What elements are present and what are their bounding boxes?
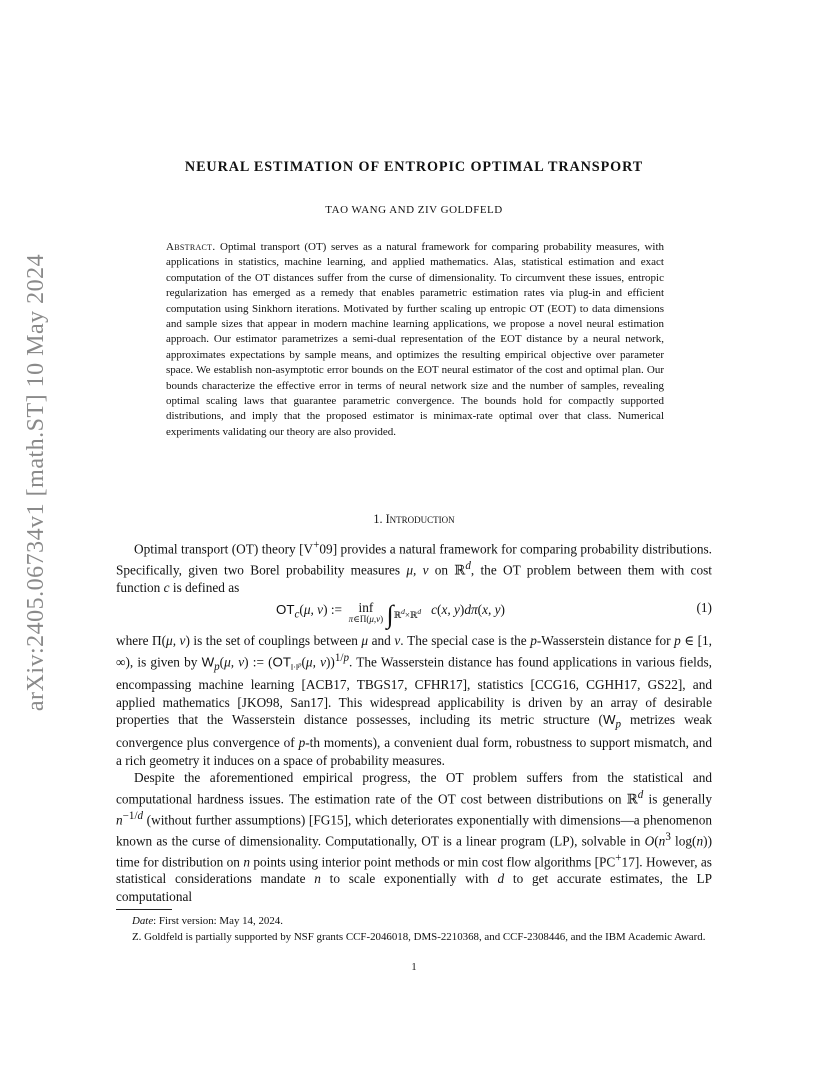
section-number: 1. — [373, 512, 383, 526]
arxiv-id-text: arXiv:2405.06734v1 [math.ST] 10 May 2024 — [23, 253, 50, 712]
footnote-rule — [116, 909, 172, 910]
equation-expression: $OT_c(\mu$, ν) := inf π∈Π(μ,ν) $\int_{ℝ^d\times ℝ^d}$ c(x, y)dπ(x, y) — [276, 600, 505, 629]
footnote-date: Date: First version: May 14, 2024. — [132, 915, 283, 927]
equation-1 — [116, 594, 712, 634]
section-heading — [116, 512, 712, 527]
footnote-funding: Z. Goldfeld is partially supported by NSF grants CCF-2046018, DMS-2210368, and CCF-2308446, and the IBM Academic Award. — [132, 930, 706, 943]
paragraph-2: where Π(μ, ν) is the set of couplings between μ and ν. The special case is the p-Wasserstein distance for p ∈ [1, ∞), is given by $W_p(\mu$, ν) := ($OT_{‖\cdot‖^p}(\mu$, ν))$^{1/p}$. The Wasserstein distance has found applications in various fields, encompassing machine learning [ACB17, TBGS17, CFHR17], statistics [CCG16, CGHH17, GS22], and applied mathematics [JKO98, San17]. This widespread applicability is driven by an array of desirable properties that the Wasserstein distance possesses, including its metric structure ($W_p$ metrizes weak convergence plus convergence of p-th moments), a convenient dual form, robustness to support mismatch, and a rich geometry it induces on a space of probability measures. Despite the aforementioned empirical progress, the OT problem suffers from the statistical and computational hardness issues. The estimation rate of the OT cost between distributions on ℝ$^d$ is generally $n^{-1/d}$ (without further assumptions) [FG15], which deteriorates exponentially with dimensions—a phenomenon known as the curse of dimensionality. Computationally, OT is a linear program (LP), solvable in $O(n^3$ log(n)) time for distribution on n points using interior point methods or min cost flow algorithms [PC+17]. However, as statistical considerations mandate n to scale exponentially with d to get accurate estimates, the LP computational — [116, 633, 712, 904]
abstract — [166, 240, 664, 440]
paper-authors: TAO WANG AND ZIV GOLDFELD — [325, 204, 503, 216]
footnotes — [116, 914, 712, 945]
paragraph-1: Optimal transport (OT) theory [V+09] provides a natural framework for comparing probability distributions. Specifically, given two Borel probability measures μ, ν on ℝ$^d$, the OT problem between them with cost function c is defined as — [116, 539, 712, 595]
abstract-label: Abstract. — [166, 241, 216, 253]
section-title: Introduction — [385, 512, 455, 526]
arxiv-side-stamp — [22, 253, 52, 712]
equation-number: (1) — [696, 600, 712, 615]
paper-title: NEURAL ESTIMATION OF ENTROPIC OPTIMAL TRANSPORT — [184, 159, 644, 175]
page-number: 1 — [411, 962, 417, 973]
abstract-text: Optimal transport (OT) serves as a natural framework for comparing probability measures, with applications in statistics, machine learning, and applied mathematics. Alas, statistical estimation and exact computation of the OT distances suffer from the curse of dimensionality. To circumvent these issues, entropic regularization has emerged as a remedy that enables parametric estimation rates via plug-in and efficient computation using Sinkhorn iterations. Motivated by further scaling up entropic OT (EOT) to data dimensions and sample sizes that appear in modern machine learning applications, we propose a novel neural estimation approach. Our estimator parametrizes a semi-dual representation of the EOT distance by a neural network, approximates expectations by sample means, and optimizes the resulting empirical objective over parameter space. We establish non-asymptotic error bounds on the EOT neural estimator of the cost and optimal plan. Our bounds characterize the effective error in terms of neural network size and the number of samples, revealing optimal scaling laws that guarantee parametric convergence. The bounds hold for compactly supported distributions, and imply that the proposed estimator is minimax-rate optimal over that class. Numerical experiments validating our theory are also provided. — [166, 241, 665, 438]
